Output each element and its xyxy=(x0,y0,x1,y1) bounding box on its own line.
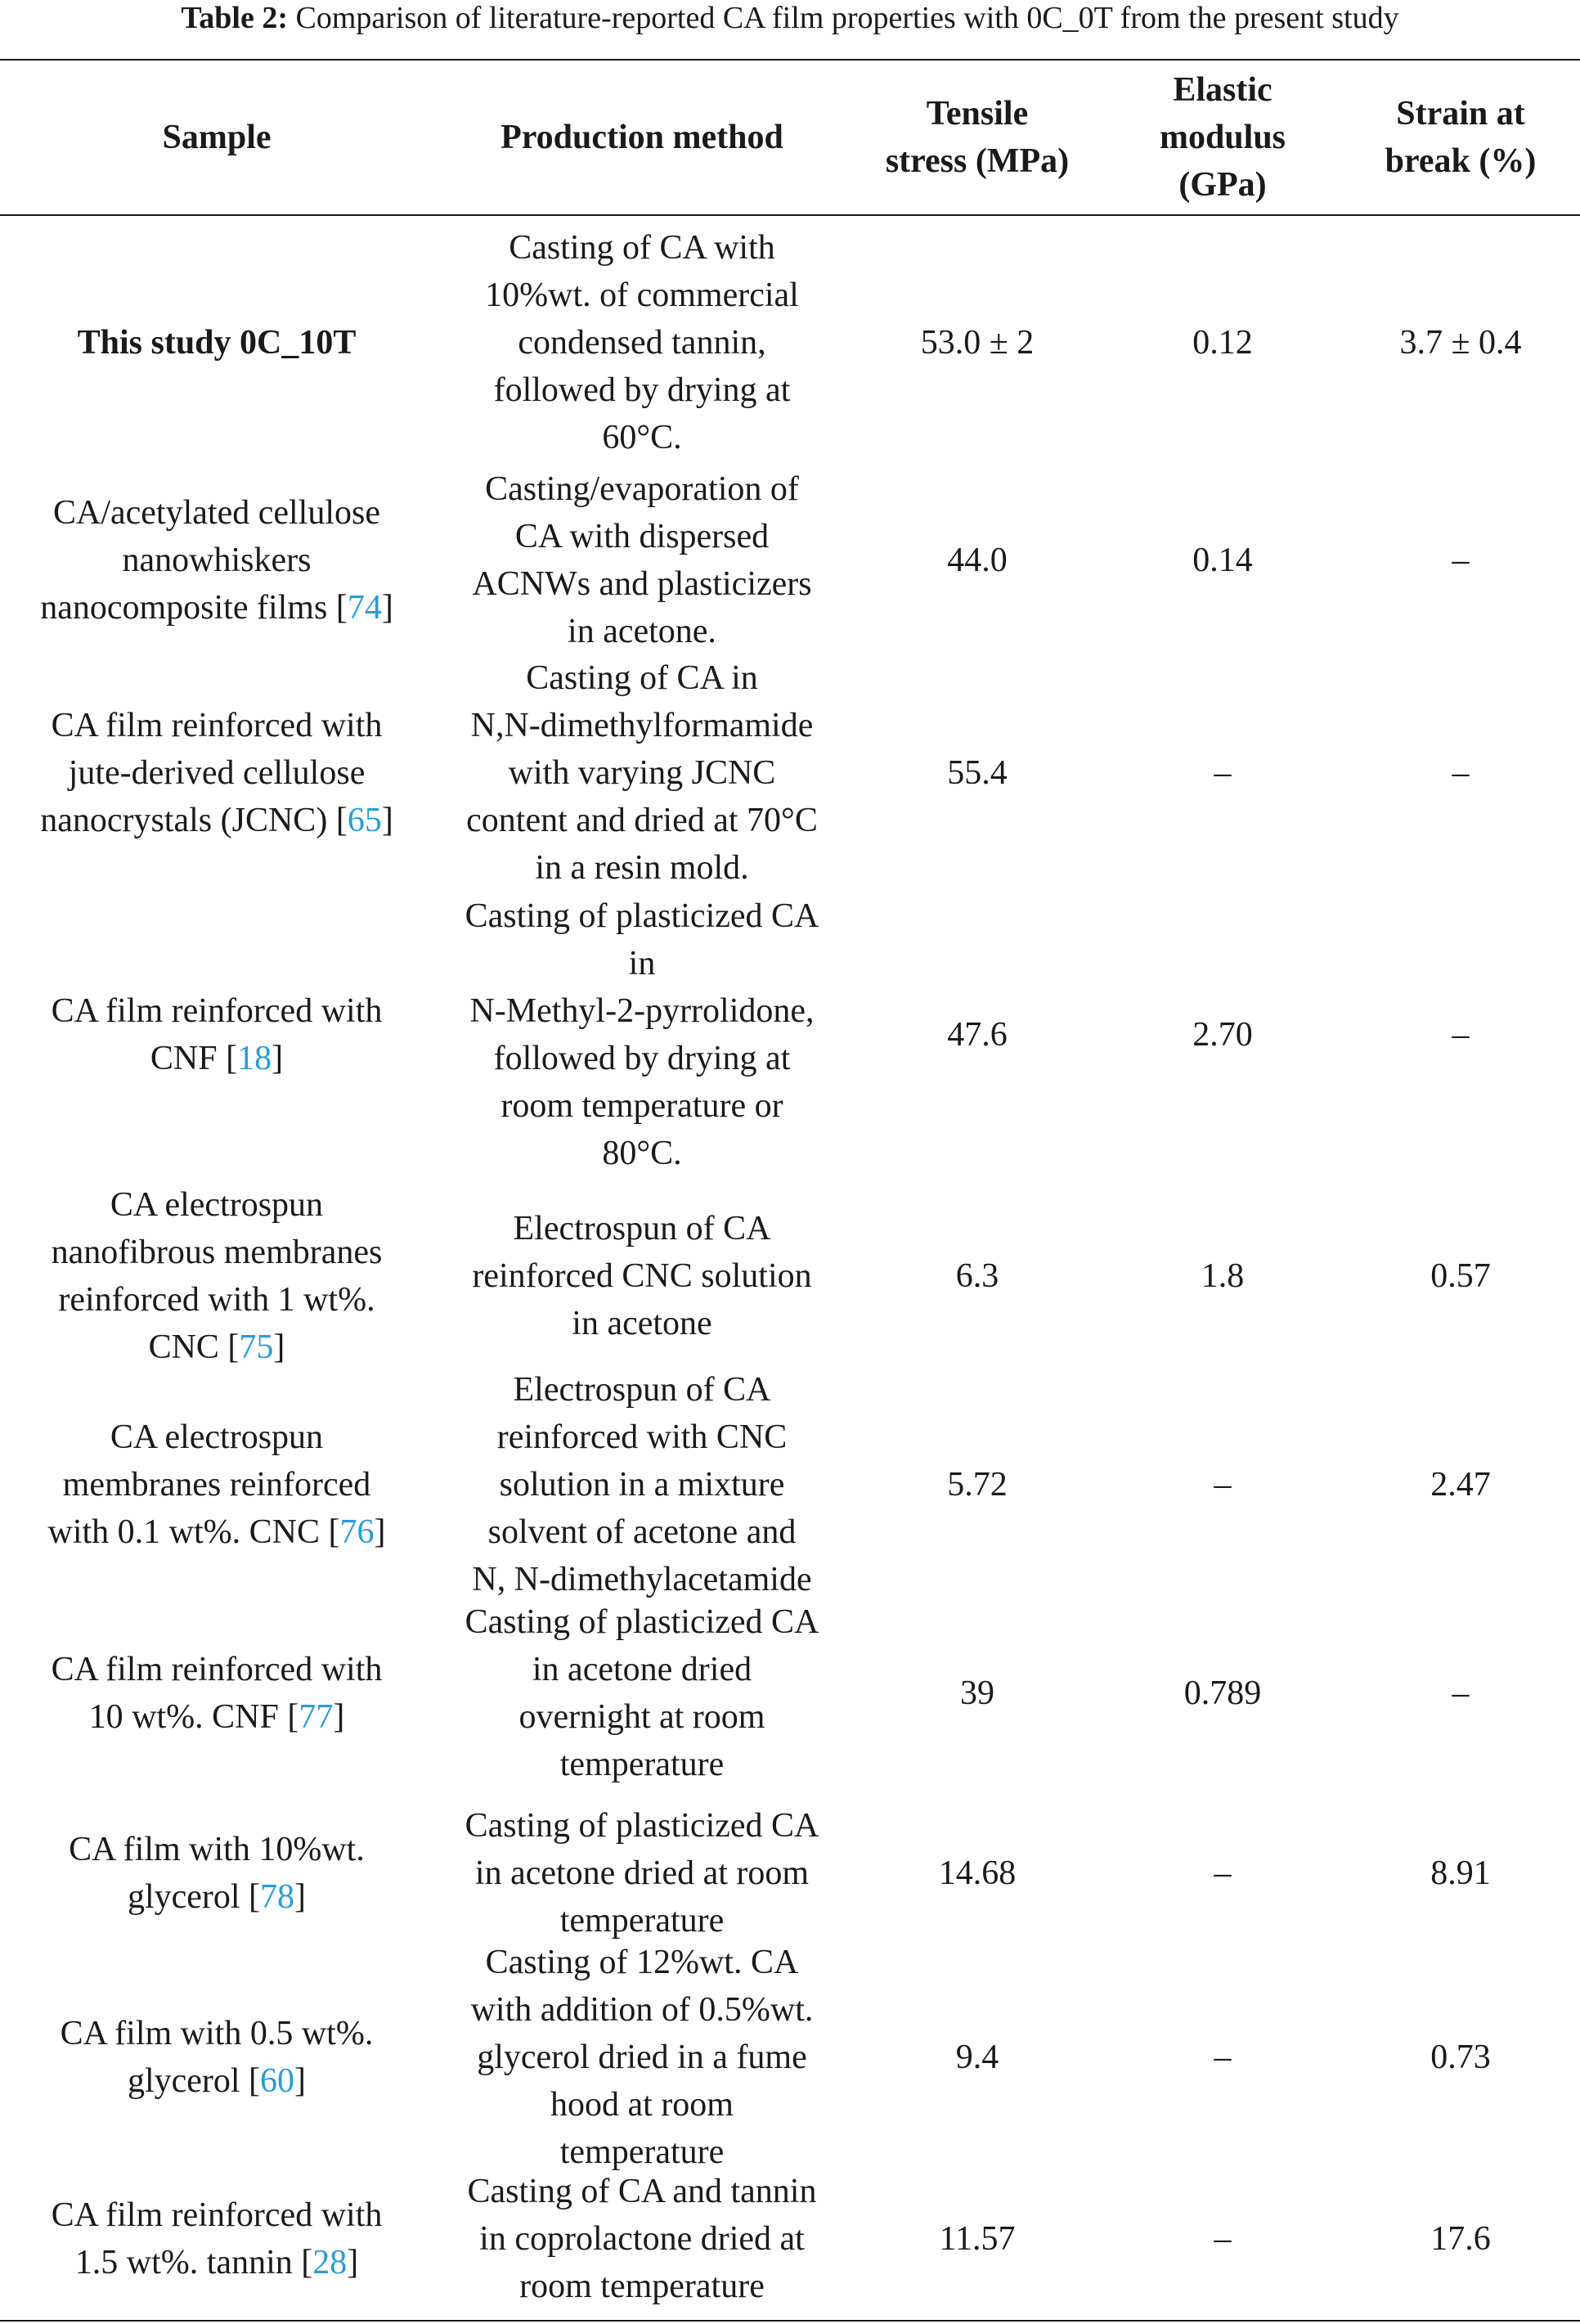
method-text-line: followed by drying at xyxy=(493,371,791,409)
method-text-line: followed by drying at xyxy=(493,1040,791,1077)
method-text-line: content and dried at 70°C xyxy=(466,802,818,839)
cell-elastic-modulus-value: – xyxy=(1214,1854,1232,1892)
citation-bracket-close: ] xyxy=(294,1878,307,1916)
cell-elastic-modulus xyxy=(1104,1374,1341,1595)
cell-strain-at-break xyxy=(1341,219,1580,466)
method-text-line: 80°C. xyxy=(602,1135,682,1172)
citation-link[interactable]: 76 xyxy=(339,1513,375,1551)
method-text-line: temperature xyxy=(559,2133,725,2171)
table-caption-label: Table 2: xyxy=(181,1,288,35)
cell-strain-at-break xyxy=(1341,466,1580,654)
method-text-line: Electrospun of CA xyxy=(513,1371,771,1409)
cell-tensile-stress-value: 55.4 xyxy=(947,754,1008,792)
method-text-line: glycerol dried in a fume xyxy=(477,2039,807,2076)
method-text-line: with varying JCNC xyxy=(508,754,776,792)
cell-tensile-stress-value: 44.0 xyxy=(947,542,1008,579)
cell-strain-at-break-value: 2.47 xyxy=(1430,1466,1491,1504)
method-text-line: reinforced with CNC xyxy=(496,1418,788,1456)
table-row xyxy=(0,1791,1580,1955)
table-caption-text: Comparison of literature-reported CA film properties with 0C_0T from the present study xyxy=(288,1,1399,35)
citation-bracket-open: [ xyxy=(226,1040,238,1077)
cell-strain-at-break-value: – xyxy=(1452,542,1470,579)
cell-strain-at-break-value: 8.91 xyxy=(1430,1854,1491,1892)
cell-sample xyxy=(0,1955,433,2160)
method-text-line: Casting of CA in xyxy=(526,659,758,697)
cell-elastic-modulus-value: – xyxy=(1214,754,1232,792)
sample-text-line: CA film reinforced with xyxy=(51,707,383,744)
sample-text-line: CA electrospun xyxy=(110,1186,324,1224)
sample-text-line: CA film reinforced with xyxy=(51,1651,383,1688)
sample-text-line: CA film reinforced with xyxy=(51,992,383,1030)
cell-elastic-modulus-value: 0.789 xyxy=(1183,1674,1262,1712)
header-tensile-stress: Tensile stress (MPa) xyxy=(885,95,1070,180)
cell-production-method xyxy=(433,1371,851,1598)
method-text-line: N-Methyl-2-pyrrolidone, xyxy=(469,992,815,1030)
sample-text-line: reinforced with 1 wt%. xyxy=(58,1281,375,1319)
method-text-line: solvent of acetone and xyxy=(487,1513,797,1551)
method-text-line: with addition of 0.5%wt. xyxy=(470,1991,814,2029)
citation-bracket-close: ] xyxy=(333,1698,345,1736)
cell-production-method xyxy=(433,892,851,1178)
method-text-line: Casting of plasticized CA xyxy=(465,1603,819,1641)
cell-sample xyxy=(0,892,433,1178)
method-text-line: Electrospun of CA xyxy=(513,1210,771,1247)
table-bottom-rule xyxy=(0,2320,1580,2322)
cell-production-method xyxy=(433,1178,851,1374)
method-text-line: overnight at room xyxy=(518,1698,765,1736)
cell-tensile-stress-value: 6.3 xyxy=(955,1257,999,1295)
sample-text-line: glycerol xyxy=(127,1878,249,1916)
method-text-line: reinforced CNC solution xyxy=(472,1257,812,1295)
cell-elastic-modulus-value: 0.12 xyxy=(1192,324,1253,362)
method-text-line: temperature xyxy=(559,1902,725,1940)
citation-bracket-close: ] xyxy=(347,2244,359,2281)
sample-text-line: nanofibrous membranes xyxy=(51,1234,383,1271)
cell-elastic-modulus xyxy=(1104,654,1341,892)
sample-text-line: CA film with 10%wt. xyxy=(69,1831,365,1868)
cell-elastic-modulus-value: – xyxy=(1214,2220,1232,2258)
method-text-line: room temperature xyxy=(519,2268,765,2305)
sample-text-line: nanocomposite films xyxy=(40,589,336,627)
citation-bracket-open: [ xyxy=(328,1513,340,1551)
cell-tensile-stress xyxy=(851,654,1104,892)
sample-text-line: jute-derived cellulose xyxy=(68,754,366,792)
cell-elastic-modulus-value: – xyxy=(1214,1466,1232,1504)
cell-tensile-stress xyxy=(851,1955,1104,2160)
cell-production-method xyxy=(433,466,851,654)
sample-text-line: CA film reinforced with xyxy=(51,2196,383,2234)
method-text-line: Casting of 12%wt. CA xyxy=(485,1944,799,1981)
cell-strain-at-break-value: 3.7 ± 0.4 xyxy=(1399,324,1522,362)
cell-production-method xyxy=(433,219,851,466)
cell-tensile-stress-value: 53.0 ± 2 xyxy=(920,324,1035,362)
cell-elastic-modulus xyxy=(1104,1955,1341,2160)
method-text-line: Casting of plasticized CA xyxy=(465,897,819,935)
cell-strain-at-break-value: 0.57 xyxy=(1430,1257,1491,1295)
cell-elastic-modulus-value: 2.70 xyxy=(1192,1016,1253,1054)
method-text-line: in coprolactone dried at xyxy=(479,2220,805,2258)
citation-bracket-close: ] xyxy=(374,1513,386,1551)
header-strain-at-break: Strain at break (%) xyxy=(1385,95,1537,180)
citation-link[interactable]: 75 xyxy=(239,1328,274,1366)
method-text-line: hood at room xyxy=(550,2086,734,2124)
cell-production-method xyxy=(433,1791,851,1955)
citation-bracket-open: [ xyxy=(249,2062,261,2100)
header-production-method: Production method xyxy=(500,119,783,156)
cell-tensile-stress-value: 39 xyxy=(960,1674,994,1712)
method-text-line: in acetone dried at room xyxy=(474,1854,810,1892)
sample-text-line: 10 wt%. CNF xyxy=(88,1698,288,1736)
table-caption xyxy=(0,0,1580,36)
sample-text-line: with 0.1 wt%. CNC xyxy=(47,1513,329,1551)
table-header-rule xyxy=(0,214,1580,216)
cell-elastic-modulus xyxy=(1104,2160,1341,2318)
sample-text-line: nanowhiskers xyxy=(122,542,312,579)
sample-text-line: glycerol xyxy=(127,2062,249,2100)
citation-bracket-close: ] xyxy=(273,1328,285,1366)
table-row xyxy=(0,1595,1580,1791)
table-row xyxy=(0,1944,1580,2171)
sample-text-line: 1.5 wt%. tannin xyxy=(74,2244,302,2281)
method-text-line: ACNWs and plasticizers xyxy=(472,565,812,603)
cell-strain-at-break xyxy=(1341,1595,1580,1791)
method-text-line: temperature xyxy=(559,1746,725,1783)
sample-text-line: CA film with 0.5 wt%. xyxy=(60,2015,374,2052)
cell-tensile-stress-value: 9.4 xyxy=(955,2039,999,2076)
table-row xyxy=(0,1178,1580,1374)
cell-strain-at-break-value: – xyxy=(1452,1674,1470,1712)
citation-link[interactable]: 18 xyxy=(237,1040,272,1077)
cell-tensile-stress xyxy=(851,1791,1104,1955)
sample-text-line: This study 0C_10T xyxy=(77,324,357,362)
cell-elastic-modulus xyxy=(1104,892,1341,1178)
citation-bracket-open: [ xyxy=(249,1878,261,1916)
cell-elastic-modulus xyxy=(1104,1178,1341,1374)
header-sample: Sample xyxy=(162,119,272,156)
sample-text-line: CNC xyxy=(148,1328,228,1366)
method-text-line: in acetone xyxy=(572,1305,712,1342)
cell-sample xyxy=(0,1595,433,1791)
citation-bracket-close: ] xyxy=(381,802,393,839)
cell-sample xyxy=(0,2160,433,2318)
table-row xyxy=(0,466,1580,654)
method-text-line: Casting of CA and tannin xyxy=(467,2173,817,2210)
method-text-line: in xyxy=(628,945,656,982)
cell-elastic-modulus-value: – xyxy=(1214,2039,1232,2076)
method-text-line: Casting of CA with xyxy=(509,229,775,267)
citation-bracket-close: ] xyxy=(272,1040,284,1077)
cell-strain-at-break xyxy=(1341,1955,1580,2160)
citation-bracket-open: [ xyxy=(335,802,348,839)
table-row xyxy=(0,1371,1580,1598)
method-text-line: Casting/evaporation of xyxy=(485,470,799,508)
cell-strain-at-break-value: 0.73 xyxy=(1430,2039,1491,2076)
citation-bracket-close: ] xyxy=(294,2062,307,2100)
citation-link[interactable]: 28 xyxy=(312,2244,348,2281)
cell-tensile-stress-value: 5.72 xyxy=(947,1466,1008,1504)
cell-tensile-stress xyxy=(851,219,1104,466)
cell-sample xyxy=(0,1374,433,1595)
cell-strain-at-break-value: 17.6 xyxy=(1430,2220,1491,2258)
table-row xyxy=(0,654,1580,892)
cell-production-method xyxy=(433,1944,851,2171)
cell-elastic-modulus xyxy=(1104,1595,1341,1791)
citation-link[interactable]: 65 xyxy=(347,802,382,839)
cell-elastic-modulus-value: 0.14 xyxy=(1192,542,1253,579)
sample-text-line: membranes reinforced xyxy=(62,1466,371,1504)
cell-production-method xyxy=(433,2160,851,2318)
cell-strain-at-break xyxy=(1341,1791,1580,1955)
method-text-line: solution in a mixture xyxy=(499,1466,785,1504)
sample-text-line: CNF xyxy=(150,1040,227,1077)
cell-strain-at-break xyxy=(1341,1178,1580,1374)
citation-bracket-open: [ xyxy=(227,1328,240,1366)
cell-tensile-stress xyxy=(851,466,1104,654)
table-row xyxy=(0,892,1580,1178)
cell-elastic-modulus-value: 1.8 xyxy=(1201,1257,1245,1295)
method-text-line: N, N-dimethylacetamide xyxy=(472,1561,812,1598)
cell-elastic-modulus xyxy=(1104,466,1341,654)
citation-bracket-open: [ xyxy=(301,2244,313,2281)
cell-tensile-stress-value: 47.6 xyxy=(947,1016,1008,1054)
cell-strain-at-break xyxy=(1341,654,1580,892)
citation-bracket-open: [ xyxy=(287,1698,299,1736)
sample-text-line: CA/acetylated cellulose xyxy=(52,494,380,532)
cell-strain-at-break xyxy=(1341,2160,1580,2318)
cell-production-method xyxy=(433,1595,851,1791)
cell-strain-at-break xyxy=(1341,892,1580,1178)
cell-tensile-stress xyxy=(851,1178,1104,1374)
method-text-line: 60°C. xyxy=(602,419,682,456)
method-text-line: CA with dispersed xyxy=(514,518,770,555)
method-text-line: in a resin mold. xyxy=(535,849,749,887)
method-text-line: 10%wt. of commercial xyxy=(485,276,799,314)
cell-strain-at-break xyxy=(1341,1374,1580,1595)
cell-sample xyxy=(0,654,433,892)
cell-sample xyxy=(0,1791,433,1955)
sample-text-line: CA electrospun xyxy=(110,1418,324,1456)
method-text-line: Casting of plasticized CA xyxy=(465,1807,819,1845)
cell-strain-at-break-value: – xyxy=(1452,754,1470,792)
cell-strain-at-break-value: – xyxy=(1452,1016,1470,1054)
citation-link[interactable]: 60 xyxy=(260,2062,295,2100)
table-row xyxy=(0,219,1580,466)
cell-tensile-stress xyxy=(851,1595,1104,1791)
table-header-row xyxy=(0,61,1580,214)
header-elastic-modulus: Elastic modulus (GPa) xyxy=(1159,71,1286,204)
citation-link[interactable]: 78 xyxy=(260,1878,295,1916)
sample-text-line: nanocrystals (JCNC) xyxy=(40,802,336,839)
citation-link[interactable]: 77 xyxy=(298,1698,334,1736)
cell-elastic-modulus xyxy=(1104,1791,1341,1955)
citation-bracket-close: ] xyxy=(381,589,393,627)
cell-sample xyxy=(0,219,433,466)
cell-elastic-modulus xyxy=(1104,219,1341,466)
cell-sample xyxy=(0,1178,433,1374)
method-text-line: N,N-dimethylformamide xyxy=(470,707,814,744)
cell-tensile-stress xyxy=(851,2160,1104,2318)
method-text-line: room temperature or xyxy=(500,1087,783,1125)
citation-link[interactable]: 74 xyxy=(347,589,382,627)
cell-tensile-stress xyxy=(851,892,1104,1178)
cell-tensile-stress-value: 14.68 xyxy=(938,1854,1017,1892)
cell-production-method xyxy=(433,654,851,892)
citation-bracket-open: [ xyxy=(335,589,348,627)
cell-tensile-stress xyxy=(851,1374,1104,1595)
method-text-line: in acetone dried xyxy=(532,1651,752,1688)
method-text-line: condensed tannin, xyxy=(518,324,766,362)
cell-sample xyxy=(0,466,433,654)
method-text-line: in acetone. xyxy=(568,613,716,650)
cell-tensile-stress-value: 11.57 xyxy=(939,2220,1016,2258)
table-row xyxy=(0,2160,1580,2318)
